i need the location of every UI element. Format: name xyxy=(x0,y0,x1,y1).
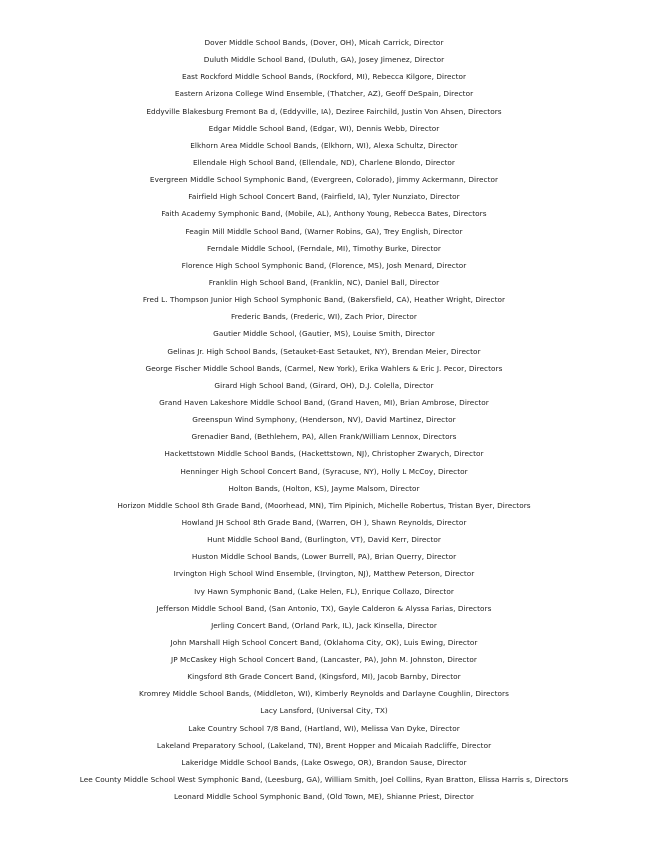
band-directory-list xyxy=(0,34,648,805)
band-entry: Greenspun Wind Symphony, (Henderson, NV), David Martinez, Director xyxy=(192,415,456,425)
band-entry: Girard High School Band, (Girard, OH), D.J. Colella, Director xyxy=(214,380,434,390)
band-entry: Lake Country School 7/8 Band, (Hartland, WI), Melissa Van Dyke, Director xyxy=(188,723,460,733)
band-entry: Hunt Middle School Band, (Burlington, VT), David Kerr, Director xyxy=(207,535,441,545)
band-entry: Edgar Middle School Band, (Edgar, WI), Dennis Webb, Director xyxy=(208,123,440,133)
band-entry: Ivy Hawn Symphonic Band, (Lake Helen, FL), Enrique Collazo, Director xyxy=(194,586,454,596)
band-entry: Kromrey Middle School Bands, (Middleton, WI), Kimberly Reynolds and Darlayne Coughlin, Directors xyxy=(139,689,509,699)
band-entry: Feagin Mill Middle School Band, (Warner Robins, GA), Trey English, Director xyxy=(185,226,463,236)
band-entry: Dover Middle School Bands, (Dover, OH), Micah Carrick, Director xyxy=(204,38,444,47)
band-entry: Lacy Lansford, (Universal City, TX) xyxy=(260,706,388,716)
band-entry: Gautier Middle School, (Gautier, MS), Louise Smith, Director xyxy=(213,329,435,339)
band-entry: George Fischer Middle School Bands, (Carmel, New York), Erika Wahlers & Eric J. Pecor, Directors xyxy=(145,363,503,373)
band-entry: Ellendale High School Band, (Ellendale, ND), Charlene Blondo, Director xyxy=(193,157,455,167)
band-entry: Frederic Bands, (Frederic, WI), Zach Prior, Director xyxy=(231,312,417,322)
band-entry: Gelinas Jr. High School Bands, (Setauket-East Setauket, NY), Brendan Meier, Director xyxy=(167,346,481,356)
band-entry: Huston Middle School Bands, (Lower Burrell, PA), Brian Querry, Director xyxy=(191,552,457,562)
band-entry: Lakeland Preparatory School, (Lakeland, TN), Brent Hopper and Micaiah Radcliffe, Director xyxy=(156,740,492,750)
band-entry: JP McCaskey High School Concert Band, (Lancaster, PA), John M. Johnston, Director xyxy=(171,655,477,665)
band-entry: Jerling Concert Band, (Orland Park, IL), Jack Kinsella, Director xyxy=(211,620,437,630)
band-entry: Kingsford 8th Grade Concert Band, (Kingsford, MI), Jacob Barnby, Director xyxy=(187,672,461,682)
band-entry: Henninger High School Concert Band, (Syracuse, NY), Holly L McCoy, Director xyxy=(180,466,468,476)
band-entry: Evergreen Middle School Symphonic Band, (Evergreen, Colorado), Jimmy Ackermann, Director xyxy=(149,175,499,185)
band-entry: Horizon Middle School 8th Grade Band, (Moorhead, MN), Tim Pipinich, Michelle Robertus, Tristan Byer, Directors xyxy=(117,500,531,510)
band-entry: Elkhorn Area Middle School Bands, (Elkhorn, WI), Alexa Schultz, Director xyxy=(190,140,458,150)
band-entry: Florence High School Symphonic Band, (Florence, MS), Josh Menard, Director xyxy=(181,260,467,270)
band-entry: Irvington High School Wind Ensemble, (Irvington, NJ), Matthew Peterson, Director xyxy=(173,569,475,579)
band-entry: Eddyville Blakesburg Fremont Ba d, (Eddyville, IA), Deziree Fairchild, Justin Von Ahsen, Directors xyxy=(146,106,502,116)
band-entry: John Marshall High School Concert Band, (Oklahoma City, OK), Luis Ewing, Director xyxy=(170,637,478,647)
band-entry: Grand Haven Lakeshore Middle School Band, (Grand Haven, MI), Brian Ambrose, Director xyxy=(159,397,489,407)
band-entry: Franklin High School Band, (Franklin, NC), Daniel Ball, Director xyxy=(208,277,440,287)
band-entry: Fairfield High School Concert Band, (Fairfield, IA), Tyler Nunziato, Director xyxy=(188,192,460,202)
band-entry: Ferndale Middle School, (Ferndale, MI), Timothy Burke, Director xyxy=(207,243,441,253)
band-entry: Holton Bands, (Holton, KS), Jayme Malsom, Director xyxy=(228,483,420,493)
band-entry: Duluth Middle School Band, (Duluth, GA), Josey Jimenez, Director xyxy=(203,55,445,65)
band-entry: Hackettstown Middle School Bands, (Hackettstown, NJ), Christopher Zwarych, Director xyxy=(164,449,484,459)
band-entry: Lakeridge Middle School Bands, (Lake Oswego, OR), Brandon Sause, Director xyxy=(181,757,467,767)
band-entry: Lee County Middle School West Symphonic Band, (Leesburg, GA), William Smith, Joel Collins, Ryan Bratton, Elissa Harris s, Directors xyxy=(79,775,569,785)
band-entry: Eastern Arizona College Wind Ensemble, (Thatcher, AZ), Geoff DeSpain, Director xyxy=(174,89,474,99)
band-entry: East Rockford Middle School Bands, (Rockford, MI), Rebecca Kilgore, Director xyxy=(181,72,467,82)
band-entry: Jefferson Middle School Band, (San Antonio, TX), Gayle Calderon & Alyssa Farias, Directors xyxy=(156,603,492,613)
band-entry: Leonard Middle School Symphonic Band, (Old Town, ME), Shianne Priest, Director xyxy=(174,792,474,802)
band-entry: Howland JH School 8th Grade Band, (Warren, OH ), Shawn Reynolds, Director xyxy=(181,517,467,527)
band-entry: Faith Academy Symphonic Band, (Mobile, AL), Anthony Young, Rebecca Bates, Directors xyxy=(161,209,487,219)
band-entry: Grenadier Band, (Bethlehem, PA), Allen Frank/William Lennox, Directors xyxy=(191,432,457,442)
band-entry: Fred L. Thompson Junior High School Symphonic Band, (Bakersfield, CA), Heather Wright, Director xyxy=(142,295,506,305)
